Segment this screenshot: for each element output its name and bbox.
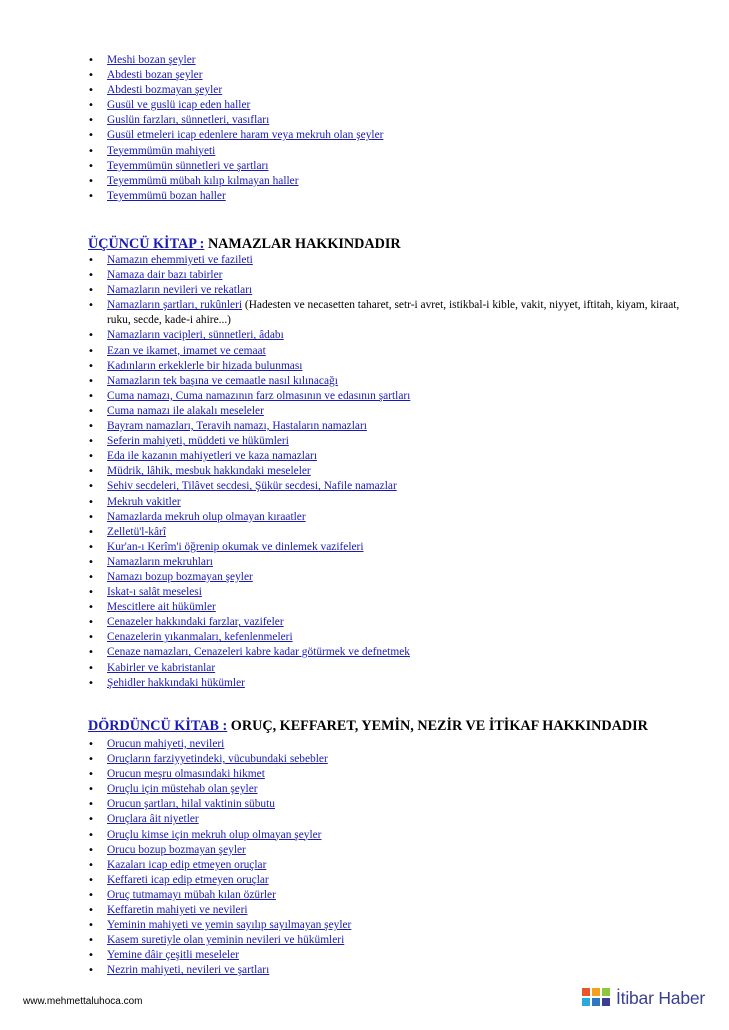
topic-link[interactable]: Namazların şartları, rukûnleri bbox=[107, 299, 243, 312]
list-item bbox=[0, 630, 729, 645]
list-item bbox=[0, 419, 729, 434]
topic-link[interactable]: Ezan ve ikamet, imamet ve cemaat bbox=[107, 344, 266, 357]
topic-link[interactable]: Iskat-ı salât meselesi bbox=[107, 586, 202, 599]
list-item bbox=[0, 540, 729, 555]
list-item bbox=[0, 404, 729, 419]
list-item bbox=[0, 159, 729, 174]
topic-link[interactable]: Namaza dair bazı tabirler bbox=[107, 269, 223, 282]
footer-website-url[interactable]: www.mehmettaluhoca.com bbox=[23, 996, 143, 1007]
list-item bbox=[0, 53, 729, 68]
topic-link[interactable]: Teyemmümün sünnetleri ve şartları bbox=[107, 159, 269, 172]
topic-link[interactable]: Kasem suretiyle olan yeminin nevileri ve hükümleri bbox=[107, 934, 345, 947]
topic-link[interactable]: Keffareti icap edip etmeyen oruçlar bbox=[107, 873, 269, 886]
topic-link[interactable]: Kazaları icap edip etmeyen oruçlar bbox=[107, 858, 267, 871]
list-item bbox=[0, 374, 729, 389]
topic-link[interactable]: Cuma namazı ile alakalı meseleler bbox=[107, 404, 264, 417]
topic-link[interactable]: Gusül ve guslü icap eden haller bbox=[107, 99, 251, 112]
list-item bbox=[0, 68, 729, 83]
topic-link[interactable]: Nezrin mahiyeti, nevileri ve şartları bbox=[107, 964, 270, 977]
topic-link[interactable]: Gusül etmeleri icap edenlere haram veya mekruh olan şeyler bbox=[107, 129, 384, 142]
topic-link[interactable]: Oruçlu için müstehab olan şeyler bbox=[107, 783, 258, 796]
list-item bbox=[0, 268, 729, 283]
list-item bbox=[0, 113, 729, 128]
logo-square-icon bbox=[592, 988, 600, 996]
topic-link[interactable]: Sehiv secdeleri, Tilâvet secdesi, Şükür secdesi, Nafile namazlar bbox=[107, 480, 397, 493]
logo-square-icon bbox=[602, 998, 610, 1006]
topic-link[interactable]: Oruçlara âit niyetler bbox=[107, 813, 199, 826]
list-item bbox=[0, 83, 729, 98]
topic-link[interactable]: Teyemmümü mübah kılıp kılmayan haller bbox=[107, 174, 299, 187]
list-item bbox=[0, 752, 729, 767]
topic-link[interactable]: Kadınların erkeklerle bir hizada bulunması bbox=[107, 359, 303, 372]
topic-link[interactable]: Zelletü'l-kârî bbox=[107, 525, 166, 538]
topic-link[interactable]: Eda ile kazanın mahiyetleri ve kaza namazları bbox=[107, 450, 317, 463]
topic-link[interactable]: Mescitlere ait hükümler bbox=[107, 601, 216, 614]
topic-link[interactable]: Mekruh vakitler bbox=[107, 495, 181, 508]
topic-link[interactable]: Orucu bozup bozmayan şeyler bbox=[107, 843, 246, 856]
topic-link[interactable]: Cenazeler hakkındaki farzlar, vazifeler bbox=[107, 616, 284, 629]
list-item bbox=[0, 359, 729, 374]
topic-link[interactable]: Müdrik, lâhik, mesbuk hakkındaki meseleler bbox=[107, 465, 311, 478]
topic-link[interactable]: Orucun şartları, hilal vaktinin sübutu bbox=[107, 798, 275, 811]
list-item bbox=[0, 873, 729, 888]
list-item bbox=[0, 449, 729, 464]
topic-link[interactable]: Şehidler hakkındaki hükümler bbox=[107, 676, 245, 689]
list-item bbox=[0, 600, 729, 615]
list-item bbox=[0, 434, 729, 449]
list-item bbox=[0, 585, 729, 600]
list-item bbox=[0, 144, 729, 159]
list-item bbox=[0, 298, 729, 328]
topic-link[interactable]: Namazı bozup bozmayan şeyler bbox=[107, 570, 253, 583]
list-item bbox=[0, 128, 729, 143]
list-item bbox=[0, 253, 729, 268]
topic-link[interactable]: Cenaze namazları, Cenazeleri kabre kadar götürmek ve defnetmek bbox=[107, 646, 410, 659]
topic-link[interactable]: Abdesti bozmayan şeyler bbox=[107, 84, 223, 97]
section-title: NAMAZLAR HAKKINDADIR bbox=[207, 236, 401, 252]
list-item bbox=[0, 615, 729, 630]
topic-link[interactable]: Abdesti bozan şeyler bbox=[107, 69, 203, 82]
list-item bbox=[0, 555, 729, 570]
section-label-link[interactable]: DÖRDÜNCÜ KİTAB : bbox=[88, 718, 228, 734]
topic-link[interactable]: Oruç tutmamayı mübah kılan özürler bbox=[107, 888, 276, 901]
list-item bbox=[0, 645, 729, 660]
section-title: ORUÇ, KEFFARET, YEMİN, NEZİR VE İTİKAF HAKKINDADIR bbox=[230, 718, 648, 734]
list-item bbox=[0, 797, 729, 812]
topic-link[interactable]: Guslün farzları, sünnetleri, vasıfları bbox=[107, 114, 270, 127]
list-item bbox=[0, 828, 729, 843]
topic-link[interactable]: Meshi bozan şeyler bbox=[107, 54, 196, 66]
topic-link[interactable]: Oruçlu kimse için mekruh olup olmayan şeyler bbox=[107, 828, 322, 841]
topic-link[interactable]: Teyemmümü bozan haller bbox=[107, 189, 226, 202]
list-item bbox=[0, 676, 729, 691]
topic-link[interactable]: Orucun mahiyeti, nevileri bbox=[107, 738, 225, 750]
topic-link[interactable]: Namazların vacipleri, sünnetleri, âdabı bbox=[107, 329, 284, 342]
list-item bbox=[0, 948, 729, 963]
list-item bbox=[0, 858, 729, 873]
topic-detail-text: (Hadesten ve necasetten taharet, setr-i avret, istikbal-i kible, vakit, niyyet, iftitah, kiyam, kiraat, ruku, secde, kade-i ahire...) bbox=[107, 299, 680, 327]
list-item bbox=[0, 767, 729, 782]
list-item bbox=[0, 389, 729, 404]
list-item bbox=[0, 737, 729, 752]
topic-link[interactable]: Keffaretin mahiyeti ve nevileri bbox=[107, 904, 248, 917]
topic-list-abdest-gusul bbox=[0, 53, 729, 204]
topic-link[interactable]: Cenazelerin yıkanmaları, kefenlenmeleri bbox=[107, 631, 293, 644]
list-item bbox=[0, 510, 729, 525]
topic-list-oruc bbox=[0, 737, 729, 979]
logo-square-icon bbox=[582, 998, 590, 1006]
list-item bbox=[0, 782, 729, 797]
topic-link[interactable]: Cuma namazı, Cuma namazının farz olmasının ve edasının şartları bbox=[107, 389, 411, 402]
topic-link[interactable]: Namazlarda mekruh olup olmayan kıraatler bbox=[107, 510, 306, 523]
logo-square-icon bbox=[592, 998, 600, 1006]
logo-square-icon bbox=[602, 988, 610, 996]
logo-brand-text: İtibar Haber bbox=[616, 988, 706, 1008]
itibar-haber-logo bbox=[582, 986, 712, 1026]
list-item bbox=[0, 918, 729, 933]
list-item bbox=[0, 888, 729, 903]
list-item bbox=[0, 843, 729, 858]
topic-link[interactable]: Namazların mekruhları bbox=[107, 555, 213, 568]
list-item bbox=[0, 903, 729, 918]
topic-link[interactable]: Teyemmümün mahiyeti bbox=[107, 144, 216, 157]
list-item bbox=[0, 174, 729, 189]
list-item bbox=[0, 283, 729, 298]
list-item bbox=[0, 661, 729, 676]
list-item bbox=[0, 525, 729, 540]
list-item bbox=[0, 98, 729, 113]
topic-link[interactable]: Kur'an-ı Kerîm'i öğrenip okumak ve dinlemek vazifeleri bbox=[107, 540, 364, 553]
section-label-link[interactable]: ÜÇÜNCÜ KİTAP : bbox=[88, 236, 205, 252]
topic-link[interactable]: Oruçların farziyyetindeki, vücubundaki sebebler bbox=[107, 753, 328, 766]
list-item bbox=[0, 570, 729, 585]
topic-list-namazlar bbox=[0, 253, 729, 691]
list-item bbox=[0, 189, 729, 204]
list-item bbox=[0, 344, 729, 359]
list-item bbox=[0, 464, 729, 479]
topic-link[interactable]: Namazın ehemmiyeti ve fazileti bbox=[107, 254, 253, 266]
topic-link[interactable]: Namazların tek başına ve cemaatle nasıl kılınacağı bbox=[107, 374, 338, 387]
list-item bbox=[0, 812, 729, 827]
topic-link[interactable]: Orucun meşru olmasındaki hikmet bbox=[107, 768, 265, 781]
list-item bbox=[0, 479, 729, 494]
list-item bbox=[0, 328, 729, 343]
topic-link[interactable]: Seferin mahiyeti, müddeti ve hükümleri bbox=[107, 435, 289, 448]
section-heading-dorduncu-kitap bbox=[88, 718, 648, 735]
list-item bbox=[0, 495, 729, 510]
topic-link[interactable]: Kabirler ve kabristanlar bbox=[107, 661, 216, 674]
topic-link[interactable]: Namazların nevileri ve rekatları bbox=[107, 284, 253, 297]
topic-link[interactable]: Yeminin mahiyeti ve yemin sayılıp sayılmayan şeyler bbox=[107, 919, 352, 932]
topic-link[interactable]: Yemine dâir çeşitli meseleler bbox=[107, 949, 240, 962]
section-heading-ucuncu-kitap bbox=[88, 236, 401, 253]
logo-square-icon bbox=[582, 988, 590, 996]
list-item bbox=[0, 933, 729, 948]
topic-link[interactable]: Bayram namazları, Teravih namazı, Hastaların namazları bbox=[107, 420, 367, 433]
list-item bbox=[0, 963, 729, 978]
